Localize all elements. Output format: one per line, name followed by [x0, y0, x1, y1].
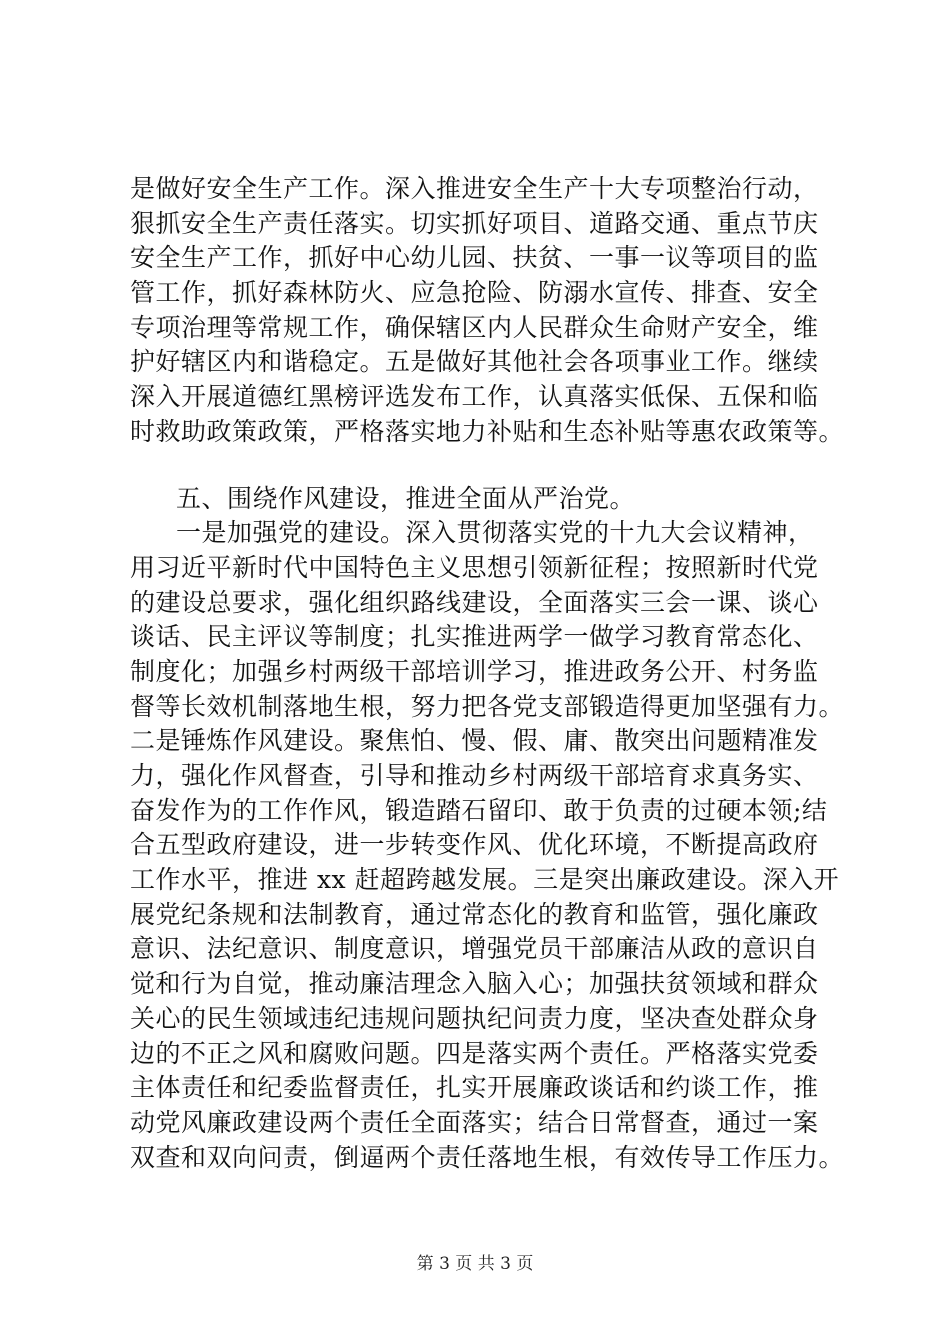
page-footer: 第 3 页 共 3 页: [416, 1254, 534, 1274]
paragraph-gap: [130, 450, 830, 482]
text-line: 谈话、民主评议等制度；扎实推进两学一做学习教育常态化、: [130, 622, 819, 652]
text-line: 展党纪条规和法制教育，通过常态化的教育和监管，强化廉政: [130, 899, 819, 929]
text-line: 制度化；加强乡村两级干部培训学习，推进政务公开、村务监: [130, 656, 819, 686]
text-line: 力，强化作风督查，引导和推动乡村两级干部培育求真务实、: [130, 761, 819, 790]
text-line: 主体责任和纪委监督责任，扎实开展廉政谈话和约谈工作，推: [130, 1073, 819, 1103]
text-line: 一是加强党的建设。深入贯彻落实党的十九大会议精神，: [176, 518, 814, 548]
text-line: 管工作，抓好森林防火、应急抢险、防溺水宣传、排查、安全: [130, 278, 819, 308]
text-line: 动党风廉政建设两个责任全面落实；结合日常督查，通过一案: [130, 1107, 819, 1137]
text-line: 奋发作为的工作作风，锻造踏石留印、敢于负责的过硬本领;结: [130, 795, 828, 825]
text-line: 合五型政府建设，进一步转变作风、优化环境，不断提高政府: [130, 830, 819, 860]
text-line: 二是锤炼作风建设。聚焦怕、慢、假、庸、散突出问题精准发: [130, 726, 819, 756]
text-line: 用习近平新时代中国特色主义思想引领新征程；按照新时代党: [130, 552, 819, 582]
text-line: 护好辖区内和谐稳定。五是做好其他社会各项事业工作。继续: [130, 347, 819, 377]
text-line: 关心的民生领域违纪违规问题执纪问责力度，坚决查处群众身: [130, 1003, 819, 1033]
text-line: 时救助政策政策，严格落实地力补贴和生态补贴等惠农政策等。: [130, 416, 845, 446]
text-line: 觉和行为自觉，推动廉洁理念入脑入心；加强扶贫领域和群众: [130, 969, 819, 999]
text-line: 工作水平，推进 xx 赶超跨越发展。三是突出廉政建设。深入开: [130, 865, 840, 895]
text-line: 深入开展道德红黑榜评选发布工作，认真落实低保、五保和临: [130, 382, 819, 412]
section-heading: 五、围绕作风建设，推进全面从严治党。: [176, 483, 636, 513]
text-line: 专项治理等常规工作，确保辖区内人民群众生命财产安全，维: [130, 312, 819, 342]
text-line: 狠抓安全生产责任落实。切实抓好项目、道路交通、重点节庆: [130, 208, 819, 238]
text-line: 的建设总要求，强化组织路线建设，全面落实三会一课、谈心: [130, 587, 819, 617]
text-line: 是做好安全生产工作。深入推进安全生产十大专项整治行动，: [130, 174, 819, 203]
paragraph-1: [130, 172, 845, 450]
text-line: 意识、法纪意识、制度意识，增强党员干部廉洁从政的意识自: [130, 934, 819, 964]
text-line: 边的不正之风和腐败问题。四是落实两个责任。严格落实党委: [130, 1038, 819, 1068]
text-line: 督等长效机制落地生根，努力把各党支部锻造得更加坚强有力。: [130, 691, 845, 721]
paragraph-2: [130, 516, 845, 1175]
text-line: 双查和双向问责，倒逼两个责任落地生根，有效传导工作压力。: [130, 1142, 845, 1172]
document-body: [130, 172, 845, 1175]
text-line: 安全生产工作，抓好中心幼儿园、扶贫、一事一议等项目的监: [130, 243, 819, 273]
